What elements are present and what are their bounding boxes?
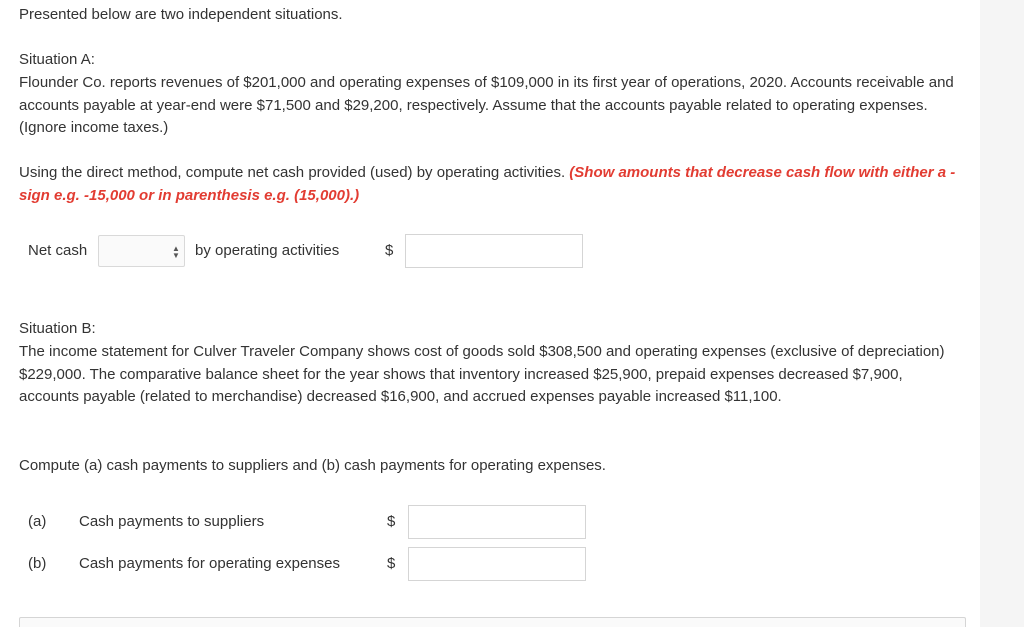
dollar-sign: $ <box>387 554 396 572</box>
net-cash-row <box>28 234 583 268</box>
sign-convention-note: (Show amounts that decrease cash flow with either a - sign e.g. -15,000 or in parenthesis e.g. (15,000).) <box>19 164 956 204</box>
net-cash-label: Net cash <box>28 241 88 259</box>
next-section-edge <box>19 617 966 627</box>
situation-a-body: Flounder Co. reports revenues of $201,000 and operating expenses of $109,000 in its first year of operations, 2020. Accounts receivable and accounts payable at year-end were $71,500 and $29,200, respectively. Assume that the accounts payable related to operating expenses. (Ignore income taxes.) <box>19 74 954 136</box>
situation-b-title: Situation B: <box>19 320 96 337</box>
provided-used-select[interactable] <box>98 235 185 267</box>
situation-a-title: Situation A: <box>19 51 95 68</box>
part-a-letter: (a) <box>28 512 47 530</box>
situation-b-instruction: Compute (a) cash payments to suppliers and (b) cash payments for operating expenses. <box>19 457 606 474</box>
dollar-sign: $ <box>385 241 394 259</box>
part-b-label: Cash payments for operating expenses <box>79 554 340 572</box>
part-a-row <box>28 505 586 539</box>
part-a-label: Cash payments to suppliers <box>79 512 265 530</box>
part-b-row <box>28 547 586 581</box>
updown-arrows-icon: ▲ ▼ <box>172 244 180 260</box>
dollar-sign: $ <box>387 512 396 530</box>
by-operating-activities-label: by operating activities <box>195 241 340 259</box>
intro-text: Presented below are two independent situations. <box>19 6 343 23</box>
operating-expenses-payment-input[interactable] <box>408 547 586 581</box>
suppliers-payment-input[interactable] <box>408 505 586 539</box>
part-b-letter: (b) <box>28 554 47 572</box>
situation-a-instruction <box>19 162 964 207</box>
page-gutter <box>980 0 1024 627</box>
situation-b-body: The income statement for Culver Traveler Company shows cost of goods sold $308,500 and operating expenses (exclusive of depreciation) $229,000. The comparative balance sheet for the year shows that inventory increased $25,900, prepaid expenses decreased $7,900, accounts payable (related to merchandise) decreased $16,900, and accrued expenses payable increased $11,100. <box>19 343 945 405</box>
net-cash-amount-input[interactable] <box>405 234 583 268</box>
instruction-text: Using the direct method, compute net cash provided (used) by operating activities. <box>19 164 566 181</box>
